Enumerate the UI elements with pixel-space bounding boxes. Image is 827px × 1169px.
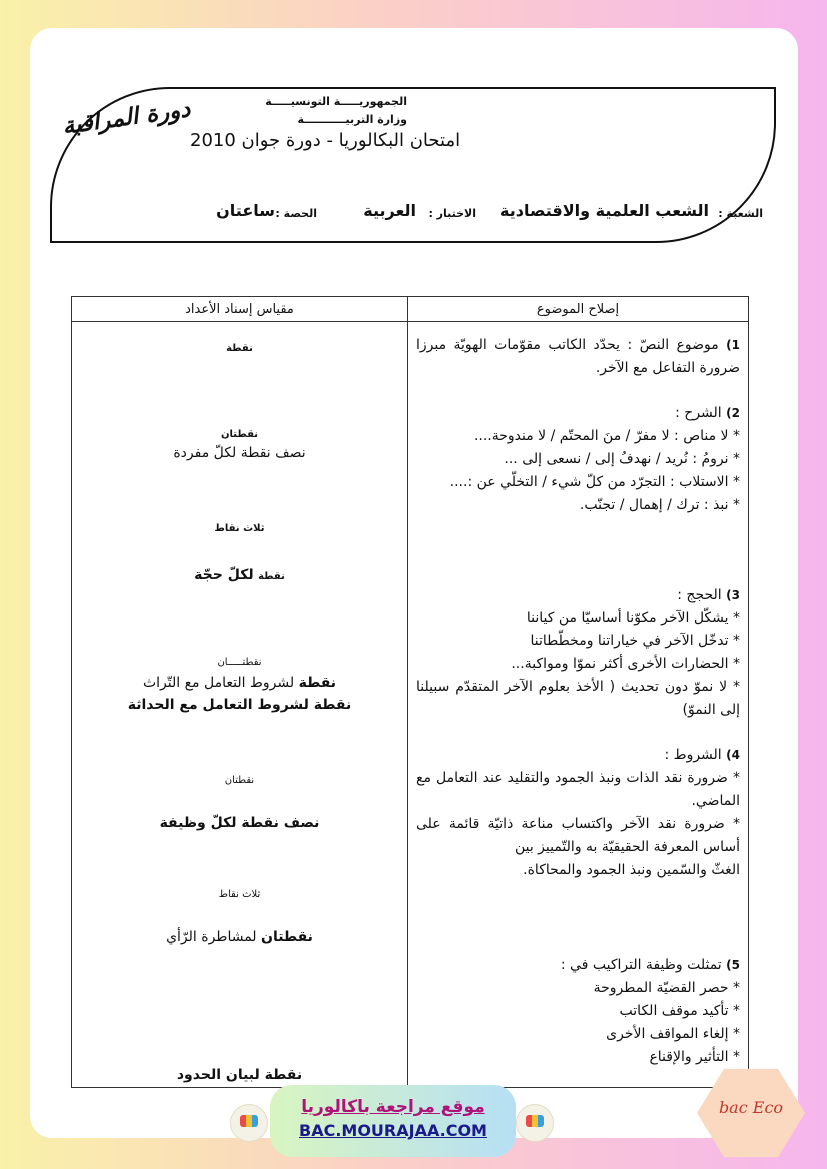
republic-label: الجمهوريـــــة التونسيـــــة <box>265 95 407 108</box>
site-logo-icon <box>516 1104 554 1142</box>
site-banner[interactable] <box>270 1085 516 1157</box>
score-3-detail: نقطة لكلّ حجّة <box>194 567 285 583</box>
answer-4: 4) الشروط : * ضرورة نقد الذات ونبذ الجمود والتقليد عند التعامل مع الماضي. * ضرورة نقد الآخر واكتساب مناعة ذاتيّة قائمة على أساس المعرفة الحقيقيّة به والتّمييز بين الغثّ والسّمين ونبذ الجمود والمحاكاة. <box>416 747 740 878</box>
subject-value: العربية <box>363 201 416 220</box>
score-5-total: ثلاث نقاط <box>218 889 261 900</box>
site-name-arabic[interactable]: موقع مراجعة باكالوريا <box>301 1097 485 1117</box>
site-logo-icon <box>230 1104 268 1142</box>
score-4-detail: نصف نقطة لكلّ وظيفة <box>159 815 320 831</box>
duration-value: ساعتان <box>216 201 275 220</box>
answer-5: 5) تمثلت وظيفة التراكيب في : * حصر القضيّة المطروحة * تأكيد موقف الكاتب * إلغاء المواقف الأخرى * التأثير والإقناع <box>560 957 740 1065</box>
session-badge: دورة المراقبة <box>60 95 192 140</box>
subject-label: الاختبار : <box>428 207 476 220</box>
exam-title: امتحان البكالوريا - دورة جوان 2010 <box>190 130 461 151</box>
exam-meta <box>160 201 763 227</box>
site-url[interactable]: BAC.MOURAJAA.COM <box>299 1121 487 1140</box>
answer-3: 3) الحجج : * يشكّل الآخر مكوّنا أساسيّا من كياننا * تدخّل الآخر في خياراتنا ومخطّطاتنا * الحضارات الأخرى أكثر نموّا ومواكبة... * لا نموّ دون تحديث ( الأخذ بعلوم الآخر المتقدّم سبيلنا إلى النموّ) <box>416 587 740 718</box>
score-4-total: نقطتان <box>224 775 255 786</box>
answers-cell <box>408 322 749 1088</box>
score-2-total: نقطتان <box>220 429 259 440</box>
score-3-modernity: نقطة لشروط التعامل مع الحداثة <box>127 697 352 713</box>
bac-eco-badge-text: bac Eco <box>718 1098 784 1117</box>
score-6: نقطة لبيان الحدود <box>176 1067 303 1083</box>
answer-1: 1) موضوع النصّ : يحدّد الكاتب مقوّمات الهويّة مبرزا ضرورة التفاعل مع الآخر. <box>416 337 740 376</box>
score-3-heritage: نقطة لشروط التعامل مع التّراث <box>142 675 337 691</box>
duration-label: الحصة : <box>275 207 317 220</box>
score-5-detail: نقطتان لمشاطرة الرّأي <box>166 929 313 945</box>
score-2-detail: نصف نقطة لكلّ مفردة <box>173 445 306 461</box>
score-1: نقطة <box>226 343 253 354</box>
score-3-total: ثلاث نقاط <box>214 523 265 534</box>
section-label: الشعبة : <box>718 207 763 220</box>
col-header-correction: إصلاح الموضوع <box>408 297 749 322</box>
section-value: الشعب العلمية والاقتصادية <box>500 201 709 220</box>
score-3-extra: نقطتـــــان <box>217 657 262 668</box>
correction-table <box>71 296 749 1088</box>
answer-2: 2) الشرح : * لا مناص : لا مفرّ / منَ المحتّم / لا مندوحة.... * نرومُ : نُريد / نهدفُ إلى / نسعى إلى ... * الاستلاب : التجرّد من كلّ شيء / التخلّي عن :.... * نبذ : ترك / إهمال / تجنّب. <box>449 405 740 513</box>
col-header-scoring: مقياس إسناد الأعداد <box>72 297 408 322</box>
ministry-label: وزارة التربيـــــــــــة <box>297 113 407 126</box>
scores-cell <box>72 322 408 1088</box>
